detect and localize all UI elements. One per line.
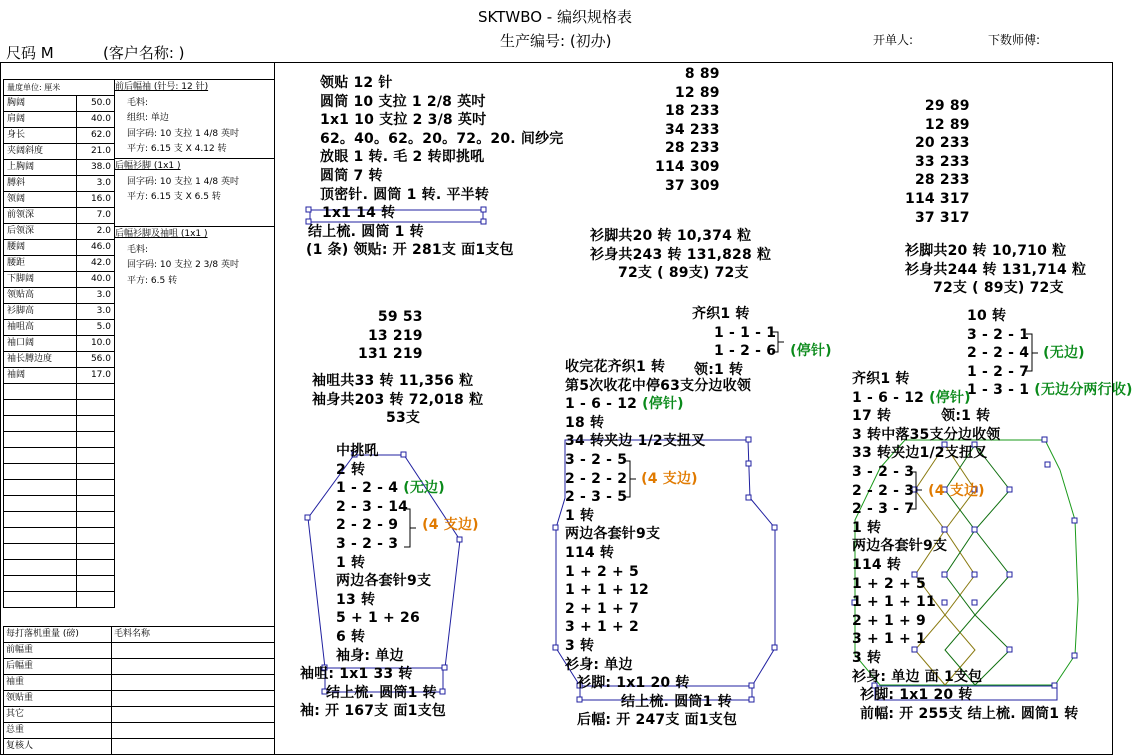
table-row: 夹阔斜度 21.0 xyxy=(4,144,115,160)
issuer-label: 开单人: xyxy=(873,33,914,47)
table-row: 腰距 42.0 xyxy=(4,256,115,272)
table-row: 身长 62.0 xyxy=(4,128,115,144)
table-row: 前领深 7.0 xyxy=(4,208,115,224)
table-row: 复核人 xyxy=(4,739,275,755)
table-row: 后领深 2.0 xyxy=(4,224,115,240)
knit-master-label: 下数师傅: xyxy=(988,33,1041,47)
sleeve-stitch-counts: 59 53 13 219 131 219 xyxy=(358,309,423,363)
front-neck-top: 10 转 3 - 2 - 1 2 - 2 - 4 (无边) 1 - 2 - 7 1 - 3 - 1 (无边分两行收) xyxy=(967,308,1133,399)
sleeve-totals: 袖咀共33 转 11,356 粒 袖身共203 转 72,018 粒 53支 xyxy=(312,373,484,427)
back-instructions: 收完花齐织1 转 第5次收花中停63支分边收领 1 - 6 - 12 (停针) 18 转 34 转夹边 1/2支扭叉 3 - 2 - 5 2 - 2 - 2 (4 支边) 2 - 3 - 5 1 转 两边各套针9支 114 转 1 + 2 + 5 1 + 1 + 12 2 + 1 + 7 3 + 1 + 2 3 转 衫身: 单边 衫脚: 1x1 20 转 结上梳. 圆筒1 转 后幅: 开 247支 面1支包 xyxy=(565,359,752,729)
front-totals: 衫脚共20 转 10,710 粒 衫身共244 转 131,714 粒 72支 ( 89支) 72支 xyxy=(905,243,1087,297)
table-row: 袖长膊边度 56.0 xyxy=(4,352,115,368)
collar-instructions: 领贴 12 针 圆筒 10 支拉 1 2/8 英吋 1x1 10 支拉 2 3/8 英吋 62。40。62。20。72。20. 间纱完 放眼 1 转. 毛 2 转即挑吼 圆筒 7 转 顶密针. 圆筒 1 转. 平半转 1x1 14 转 结上梳. 圆筒 1 转 (1 条) 领贴: 开 281支 面1支包 xyxy=(306,75,564,259)
front-stitch-counts: 29 89 12 89 20 233 33 233 28 233 114 317 37 317 xyxy=(905,98,970,226)
table-row: 其它 xyxy=(4,707,275,723)
table-row: 袖重 xyxy=(4,675,275,691)
table-row: 胸阔 50.0 xyxy=(4,96,115,112)
table-row: 前幅重 xyxy=(4,643,275,659)
back-totals: 衫脚共20 转 10,374 粒 衫身共243 转 131,828 粒 72支 ( 89支) 72支 xyxy=(590,228,772,282)
table-row: 袖咀高 5.0 xyxy=(4,320,115,336)
production-number: 生产编号: (初办) xyxy=(500,32,612,50)
no-edge-note: (无边) xyxy=(403,480,445,497)
table-row: 膊斜 3.0 xyxy=(4,176,115,192)
section-back-hem: 后幅衫脚 (1x1 ) 回字码: 10 支拉 1 4/8 英吋 平方: 6.15 支 X 6.5 转 xyxy=(115,161,239,202)
table-row: 衫脚高 3.0 xyxy=(4,304,115,320)
size-label: 尺码 M xyxy=(6,44,54,62)
section-body-sleeve: 前后幅袖 (针号: 12 针) 毛料: 组织: 单边 回字码: 10 支拉 1 4/8 英吋 平方: 6.15 支 X 4.12 转 xyxy=(115,82,239,154)
back-neck-top: 齐织1 转 1 - 1 - 1 1 - 2 - 6 (停针) 领:1 转 xyxy=(692,306,832,378)
document-title: SKTWBO - 编织规格表 xyxy=(478,8,632,26)
table-row: 肩阔 40.0 xyxy=(4,112,115,128)
unit-label: 量度单位: 厘米 xyxy=(4,80,115,96)
table-row: 上胸阔 38.0 xyxy=(4,160,115,176)
table-row: 下脚阔 40.0 xyxy=(4,272,115,288)
sleeve-instructions: 中挑吼 2 转 1 - 2 - 4 (无边) 2 - 3 - 14 2 - 2 - 9 (4 支边) 3 - 2 - 3 1 转 两边各套针9支 13 转 5 + 1 + 26 6 转 袖身: 单边 袖咀: 1x1 33 转 结上梳. 圆筒1 转 袖: 开 167支 面1支包 xyxy=(300,443,479,720)
table-row: 领贴重 xyxy=(4,691,275,707)
table-row: 后幅重 xyxy=(4,659,275,675)
front-instructions: 齐织1 转 1 - 6 - 12 (停针) 17 转 领:1 转 3 转中落35支分边收领 33 转夹边1/2支扭叉 3 - 2 - 3 2 - 2 - 3 (4 支边) 2 - 3 - 7 1 转 两边各套针9支 114 转 1 + 2 + 5 1 + 1 + 11 2 + 1 + 9 3 + 1 + 1 3 转 衫身: 单边 面 1支包 衫脚: 1x1 20 转 前幅: 开 255支 结上梳. 圆筒1 转 xyxy=(852,371,1079,722)
table-row: 领阔 16.0 xyxy=(4,192,115,208)
section-hem-cuff: 后幅衫脚及袖咀 (1x1 ) 毛料: 回字码: 10 支拉 2 3/8 英吋 平方: 6.5 转 xyxy=(115,229,239,286)
four-needle-note: (4 支边) xyxy=(422,517,479,534)
weight-table: 每打落机重量 (磅) 毛料名称 前幅重 后幅重 袖重 领贴重 其它 总重 复核人 xyxy=(3,626,275,755)
table-row: 领贴高 3.0 xyxy=(4,288,115,304)
customer-name-label: (客户名称: ) xyxy=(103,44,185,62)
table-row: 袖口阔 10.0 xyxy=(4,336,115,352)
table-row: 袖阔 17.0 xyxy=(4,368,115,384)
table-row: 总重 xyxy=(4,723,275,739)
table-row: 腰阔 46.0 xyxy=(4,240,115,256)
back-stitch-counts: 8 89 12 89 18 233 34 233 28 233 114 309 37 309 xyxy=(655,66,720,194)
